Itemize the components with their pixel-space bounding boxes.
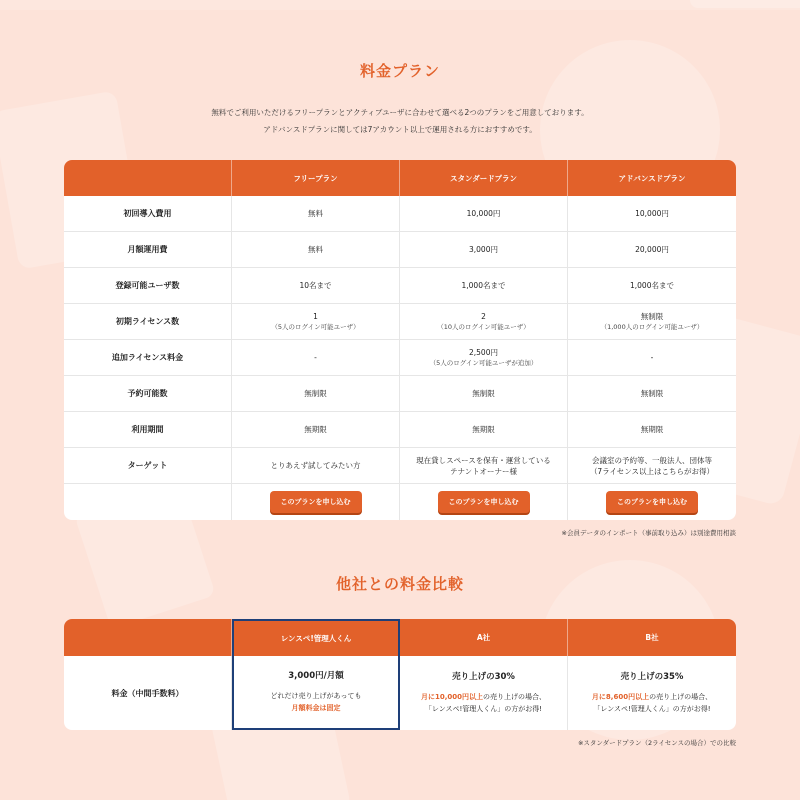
pricing-apply-blank — [64, 484, 232, 520]
pricing-cell — [400, 232, 568, 268]
pricing-cell — [568, 268, 736, 304]
company-b-conclusion: 「レンスペ!管理人くん」の方がお得! — [593, 704, 711, 713]
bg-decoration — [0, 0, 800, 10]
pricing-cell-value: 無期限 — [304, 425, 327, 434]
comparison-header-row — [64, 619, 736, 656]
pricing-row — [64, 268, 736, 304]
pricing-cell — [400, 340, 568, 376]
pricing-row — [64, 196, 736, 232]
header-free-plan: フリープラン — [232, 160, 400, 196]
pricing-row-label: ターゲット — [64, 448, 232, 484]
pricing-cell — [232, 196, 400, 232]
comparison-title: 他社との料金比較 — [335, 575, 464, 593]
pricing-row-label: 月額運用費 — [64, 232, 232, 268]
header-our-service: レンスペ!管理人くん — [232, 619, 400, 656]
pricing-cell — [568, 448, 736, 484]
pricing-row — [64, 448, 736, 484]
header-standard-plan: スタンダードプラン — [400, 160, 568, 196]
pricing-cell-value: - — [650, 353, 654, 362]
pricing-cell-note: （10人のログイン可能ユーザ） — [437, 322, 530, 331]
pricing-row — [64, 412, 736, 448]
pricing-cell — [400, 376, 568, 412]
pricing-title: 料金プラン — [359, 62, 440, 80]
pricing-cell-value: 10,000円 — [635, 209, 669, 218]
pricing-intro-line: 無料でご利用いただけるフリープランとアクティブユーザに合わせて選べる2つのプランをご用意しております。 — [211, 108, 589, 117]
header-advanced-plan: アドバンスドプラン — [568, 160, 736, 196]
apply-standard-plan-button[interactable]: このプランを申し込む — [438, 491, 530, 513]
pricing-cell — [400, 196, 568, 232]
pricing-note: ※会員データのインポート（事前取り込み）は別途費用相談 — [561, 529, 736, 537]
pricing-row — [64, 232, 736, 268]
company-b-threshold: 月に8,600円以上 — [591, 692, 650, 701]
pricing-cell-note: （7ライセンス以上はこちらがお得） — [589, 466, 715, 476]
pricing-row-label: 初回導入費用 — [64, 196, 232, 232]
pricing-cell — [400, 448, 568, 484]
company-b-condition-text: の売り上げの場合、 — [649, 692, 713, 701]
comparison-row — [64, 656, 736, 730]
our-service-fixed: 月額料金は固定 — [291, 703, 341, 712]
pricing-cell-value: 無料 — [308, 209, 323, 218]
pricing-cell-value: 会議室の予約等、一般法人、団体等 — [592, 455, 712, 465]
pricing-cell-note: （5人のログイン可能ユーザ） — [271, 322, 360, 331]
pricing-cell — [400, 304, 568, 340]
pricing-cell-value: 無制限 — [472, 389, 495, 398]
pricing-cell — [232, 448, 400, 484]
pricing-cell — [232, 376, 400, 412]
pricing-cell — [400, 268, 568, 304]
pricing-apply-row — [64, 484, 736, 520]
company-a-condition — [400, 691, 567, 703]
our-service-desc: どれだけ売り上げがあっても — [270, 691, 362, 700]
comparison-note: ※スタンダードプラン（2ライセンスの場合）での比較 — [577, 739, 736, 747]
pricing-row — [64, 340, 736, 376]
pricing-cell-value: 無制限 — [640, 389, 664, 398]
pricing-intro-line: アドバンスドプランに関しては7アカウント以上で運用される方におすすめです。 — [263, 125, 537, 134]
company-a-threshold: 月に10,000円以上 — [420, 692, 483, 701]
pricing-header-row — [64, 160, 736, 196]
pricing-cell-value: 1,000名まで — [461, 281, 506, 290]
pricing-cell — [400, 412, 568, 448]
pricing-apply-cell — [232, 484, 400, 520]
pricing-cell-value: - — [314, 353, 317, 362]
pricing-cell-value: 2,500円 — [469, 347, 498, 357]
our-service-price: 3,000円/月額 — [288, 670, 344, 681]
pricing-cell-value: 無制限 — [304, 389, 327, 398]
pricing-cell-value: 無期限 — [640, 425, 664, 434]
apply-advanced-plan-button[interactable]: このプランを申し込む — [606, 491, 698, 513]
pricing-cell-value: 現在貸しスペースを保有・運営している — [416, 455, 551, 465]
pricing-cell-value: 3,000円 — [469, 245, 498, 254]
pricing-row-label: 追加ライセンス料金 — [64, 340, 232, 376]
company-a-conclusion: 「レンスペ!管理人くん」の方がお得! — [424, 704, 543, 713]
company-b-condition — [568, 691, 736, 703]
pricing-row-label: 利用期間 — [64, 412, 232, 448]
pricing-cell — [568, 304, 736, 340]
pricing-cell-value: 20,000円 — [635, 245, 669, 254]
pricing-cell-note: テナントオーナー様 — [450, 466, 517, 476]
header-blank — [64, 619, 232, 656]
header-blank — [64, 160, 232, 196]
pricing-apply-cell — [400, 484, 568, 520]
header-company-a: A社 — [400, 619, 568, 656]
pricing-cell — [568, 412, 736, 448]
pricing-cell-value: 無料 — [308, 245, 323, 254]
pricing-cell — [232, 268, 400, 304]
pricing-row-label: 初期ライセンス数 — [64, 304, 232, 340]
pricing-row-label: 登録可能ユーザ数 — [64, 268, 232, 304]
pricing-cell-value: 1 — [313, 311, 318, 321]
header-company-b: B社 — [568, 619, 736, 656]
company-a-rate: 売り上げの30% — [452, 671, 515, 682]
pricing-cell — [568, 340, 736, 376]
company-b-cell — [568, 656, 736, 730]
company-a-condition-text: の売り上げの場合、 — [483, 692, 546, 701]
comparison-table — [64, 619, 736, 730]
pricing-row — [64, 304, 736, 340]
pricing-cell-note: （1,000人のログイン可能ユーザ） — [600, 322, 704, 331]
pricing-row — [64, 376, 736, 412]
pricing-cell-value: 1,000名まで — [630, 281, 674, 290]
company-b-rate: 売り上げの35% — [620, 671, 684, 682]
pricing-cell-value: とりあえず試してみたい方 — [270, 461, 361, 470]
pricing-cell-note: （5人のログイン可能ユーザが追加） — [429, 358, 538, 367]
pricing-cell-value: 10,000円 — [466, 209, 501, 218]
pricing-apply-cell — [568, 484, 736, 520]
pricing-cell — [568, 232, 736, 268]
pricing-cell-value: 無制限 — [640, 311, 664, 321]
pricing-row-label: 予約可能数 — [64, 376, 232, 412]
pricing-cell — [232, 412, 400, 448]
pricing-cell-value: 10名まで — [299, 281, 332, 290]
apply-free-plan-button[interactable]: このプランを申し込む — [270, 491, 362, 513]
pricing-intro — [0, 104, 800, 138]
pricing-cell-value: 無期限 — [472, 425, 495, 434]
bg-decoration — [690, 0, 800, 8]
pricing-cell — [232, 340, 400, 376]
pricing-cell — [232, 304, 400, 340]
company-a-cell — [400, 656, 568, 730]
pricing-cell — [232, 232, 400, 268]
pricing-cell — [568, 376, 736, 412]
our-service-cell — [232, 656, 400, 730]
pricing-cell — [568, 196, 736, 232]
pricing-cell-value: 2 — [481, 311, 486, 321]
comparison-row-label: 料金（中間手数料） — [64, 656, 232, 730]
pricing-table — [64, 160, 736, 520]
